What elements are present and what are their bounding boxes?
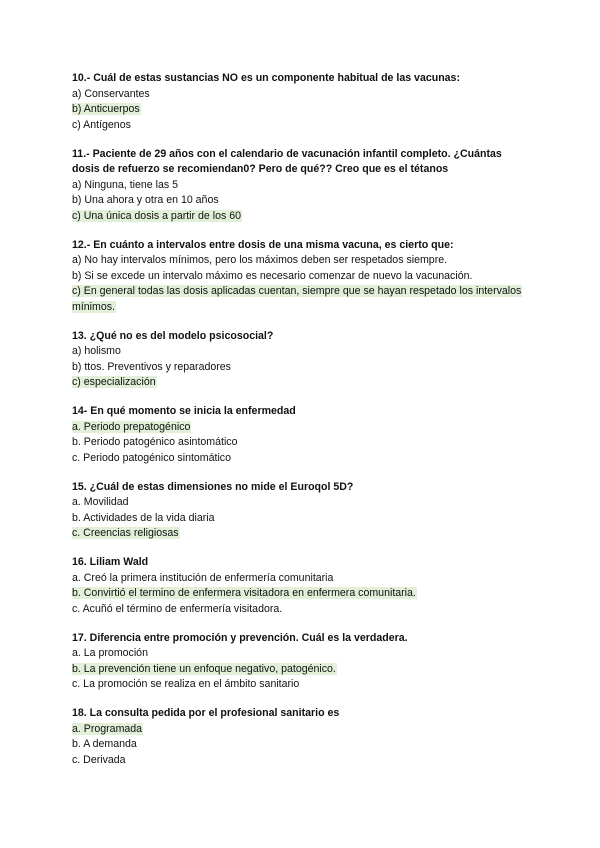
answer-option-text: a) Conservantes [72,87,150,100]
answer-option-text: c) Antígenos [72,118,131,131]
answer-option-text: b) ttos. Preventivos y reparadores [72,360,231,373]
answer-option-text: b. Actividades de la vida diaria [72,511,215,524]
answer-option [72,511,532,527]
question-block [72,238,532,316]
question-list [72,71,532,782]
answer-option [72,571,532,587]
question-block [72,706,532,768]
question-title: 15. ¿Cuál de estas dimensiones no mide el Euroqol 5D? [72,480,354,493]
answer-options [72,420,532,467]
question-title: 16. Liliam Wald [72,556,149,568]
answer-option-text: b. La prevención tiene un enfoque negativo, patogénico. [72,662,336,675]
correct-answer-option [72,102,532,118]
answer-option-text: b. A demanda [72,738,137,750]
answer-option [72,646,532,662]
answer-options [72,253,532,315]
answer-option-text: c) Una única dosis a partir de los 60 [72,209,241,222]
question-title: 10.- Cuál de estas sustancias NO es un componente habitual de las vacunas: [72,72,460,84]
answer-option [72,118,532,134]
answer-option [72,253,532,269]
answer-option [72,602,532,618]
answer-options [72,722,532,769]
question-title: 13. ¿Qué no es del modelo psicosocial? [72,329,274,342]
answer-option [72,344,532,360]
answer-option-text: b) Una ahora y otra en 10 años [72,194,219,206]
question-title: 18. La consulta pedida por el profesional sanitario es [72,707,340,719]
correct-answer-option [72,526,532,542]
question-block [72,480,532,542]
answer-options [72,178,532,225]
question-title: 14- En qué momento se inicia la enfermedad [72,405,296,417]
question-block [72,329,532,391]
answer-option-text: c) especialización [72,376,156,388]
answer-option [72,360,532,376]
answer-option [72,87,532,103]
question-title: 12.- En cuánto a intervalos entre dosis de una misma vacuna, es cierto que: [72,238,454,251]
answer-option [72,435,532,451]
answer-option-text: a. Programada [72,722,143,735]
answer-options [72,344,532,391]
question-block [72,71,532,133]
answer-option [72,451,532,467]
answer-option-text: c. Acuñó el término de enfermería visitadora. [72,602,283,615]
answer-options [72,87,532,134]
correct-answer-option [72,209,532,225]
answer-option [72,753,532,769]
answer-option-text: b) Si se excede un intervalo máximo es necesario comenzar de nuevo la vacunación. [72,269,473,282]
answer-option [72,178,532,194]
correct-answer-option [72,586,532,602]
answer-option-text: c. La promoción se realiza en el ámbito sanitario [72,678,300,690]
question-title: 17. Diferencia entre promoción y prevención. Cuál es la verdadera. [72,631,408,644]
answer-option-text: a) No hay intervalos mínimos, pero los máximos deben ser respetados siempre. [72,254,448,266]
correct-answer-option [72,662,532,678]
answer-options [72,571,532,618]
answer-option-text: b. Convirtió el termino de enfermera visitadora en enfermera comunitaria. [72,587,416,599]
answer-option-text: a) Ninguna, tiene las 5 [72,178,179,191]
answer-option-text: c. Periodo patogénico sintomático [72,451,231,464]
correct-answer-option [72,722,532,738]
answer-option [72,677,532,693]
question-block [72,404,532,466]
answer-option-text: c. Creencias religiosas [72,527,179,539]
correct-answer-option [72,375,532,391]
answer-option-text: b. Periodo patogénico asintomático [72,436,238,448]
answer-option-text: a. Movilidad [72,496,129,508]
answer-option-text: a. Creó la primera institución de enfermería comunitaria [72,571,334,584]
answer-option-text: a) holismo [72,345,121,357]
answer-options [72,646,532,693]
answer-option-text: c. Derivada [72,753,126,766]
answer-option-text: a. La promoción [72,647,148,659]
answer-option [72,193,532,209]
answer-option [72,495,532,511]
answer-option-text: c) En general todas las dosis aplicadas cuentan, siempre que se hayan respetado los intervalos mínimos. [72,285,522,313]
correct-answer-option [72,284,532,315]
answer-option [72,269,532,285]
correct-answer-option [72,420,532,436]
question-title: 11.- Paciente de 29 años con el calendario de vacunación infantil completo. ¿Cuántas dosis de refuerzo se recomiendan0? Pero de qué?? Creo que es el tétanos [72,147,502,175]
question-block [72,555,532,617]
answer-option-text: a. Periodo prepatogénico [72,420,191,433]
answer-option [72,737,532,753]
question-block [72,631,532,693]
answer-option-text: b) Anticuerpos [72,103,140,115]
question-block [72,147,532,225]
answer-options [72,495,532,542]
